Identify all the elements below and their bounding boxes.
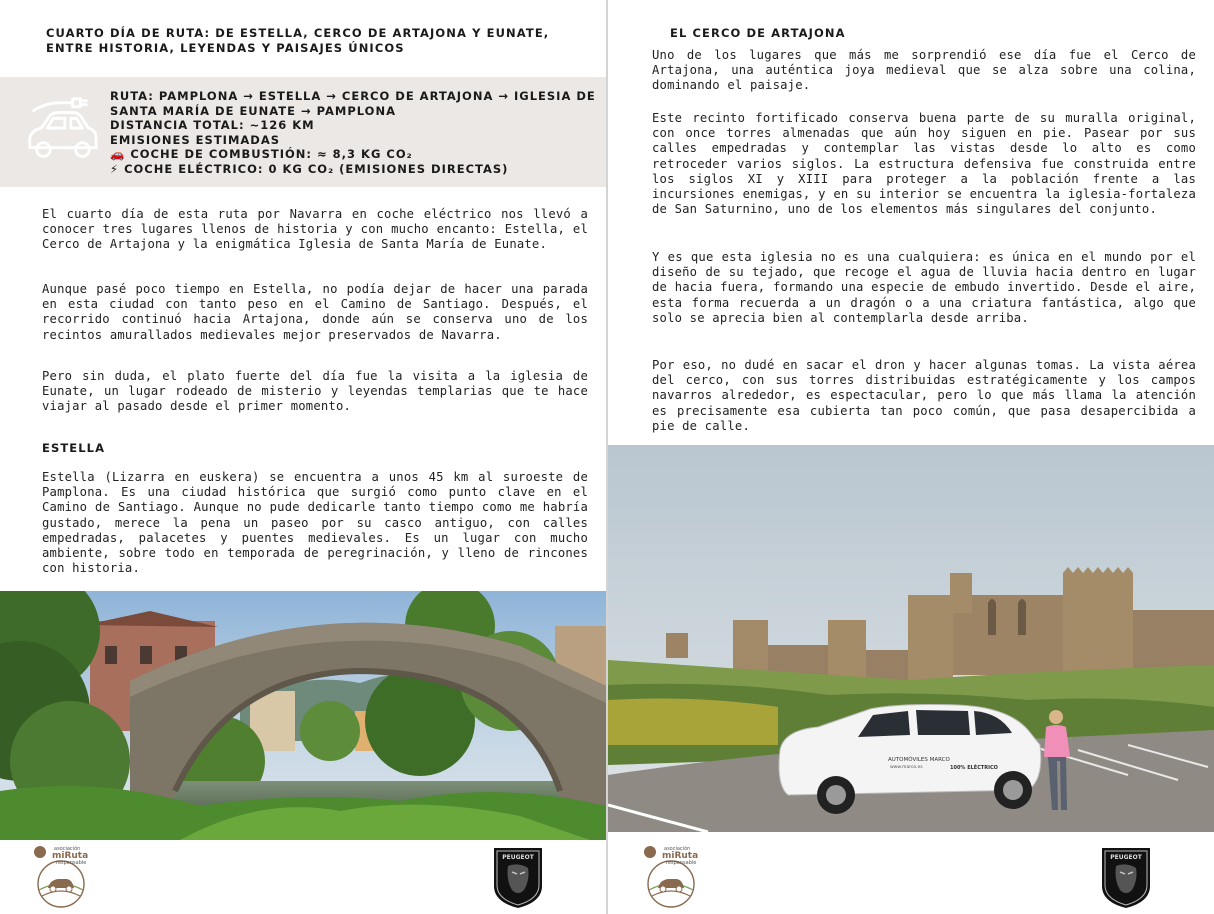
section-heading-estella: ESTELLA — [42, 441, 106, 455]
logo-text-bottom: responsable — [666, 860, 697, 866]
car-door-text: AUTOMÓVILES MARCO — [888, 757, 950, 763]
route-details — [110, 89, 596, 177]
asociacion-miruta-logo — [640, 844, 702, 910]
electric-car-plug-icon — [22, 93, 100, 171]
route-line-2: SANTA MARÍA DE EUNATE → PAMPLONA — [110, 103, 396, 118]
logo-text-top: asociación — [54, 846, 81, 852]
cerco-paragraph: Y es que esta iglesia no es una cualquiera: es única en el mundo por el diseño de su tejado, que recoge el agua de lluvia hacia dentro en lugar de hacia fuera, formando una especie de embudo invertido. Desde el aire, esta forma recuerda a un dragón o a una criatura fantástica, algo que solo se aprecia bien al contemplarla desde arriba. — [652, 250, 1196, 325]
intro-paragraph: Pero sin duda, el plato fuerte del día fue la visita a la iglesia de Eunate, un lugar rodeado de misterio y leyendas templarias que te hace viajar al pasado desde el primer momento. — [42, 369, 588, 414]
right-page — [608, 0, 1214, 914]
logo-text-name: miRuta — [52, 851, 89, 861]
car-door-url: www.marco.es — [890, 765, 923, 770]
peugeot-logo — [1098, 846, 1154, 910]
combustion-emissions: 🚗 COCHE DE COMBUSTIÓN: ≈ 8,3 KG CO₂ — [110, 147, 413, 162]
peugeot-wordmark: PEUGEOT — [502, 854, 534, 861]
cerco-paragraph: Por eso, no dudé en sacar el dron y hacer algunas tomas. La vista aérea del cerco, con sus torres distribuidas estratégicamente y los campos navarros alrededor, es espectacular, pero lo que más llama la atención es precisamente esa cubierta tan poco común, que pasa desapercibida a pie de calle. — [652, 358, 1196, 433]
asociacion-miruta-logo — [30, 844, 92, 910]
cerco-paragraph: Este recinto fortificado conserva buena parte de su muralla original, con once torres almenadas que aún hoy siguen en pie. Pasear por sus calles empedradas y contemplar las vistas desde lo alto es como retroceder varios siglos. La estructura defensiva fue construida entre los siglos XI y XIII para proteger a la población frente a las incursiones enemigas, y en su interior se encuentra la iglesia-fortaleza de San Saturnino, uno de los elementos más singulares del conjunto. — [652, 111, 1196, 217]
cerco-artajona-photo — [608, 445, 1214, 832]
route-info-box — [0, 77, 606, 187]
estella-bridge-photo — [0, 591, 606, 840]
estella-paragraph: Estella (Lizarra en euskera) se encuentra a unos 45 km al suroeste de Pamplona. Es una ciudad histórica que surgió como punto clave en el Camino de Santiago. Aunque no pude dedicarle tanto tiempo como me habría gustado, merece la pena un paseo por su casco antiguo, con calles empedradas, palacetes y puentes medievales. Es un lugar con mucho ambiente, sobre todo en temporada de peregrinación, y lleno de rincones con historia. — [42, 470, 588, 576]
intro-paragraph: El cuarto día de esta ruta por Navarra en coche eléctrico nos llevó a conocer tres lugares llenos de historia y con mucho encanto: Estella, el Cerco de Artajona y la enigmática Iglesia de Santa María de Eunate. — [42, 207, 588, 252]
logo-text-bottom: responsable — [56, 860, 87, 866]
peugeot-logo — [490, 846, 546, 910]
total-distance: DISTANCIA TOTAL: ~126 KM — [110, 118, 315, 133]
logo-text-top: asociación — [664, 846, 691, 852]
cerco-paragraph: Uno de los lugares que más me sorprendió ese día fue el Cerco de Artajona, una auténtica joya medieval que se alza sobre una colina, dominando el paisaje. — [652, 48, 1196, 93]
peugeot-wordmark: PEUGEOT — [1110, 854, 1142, 861]
intro-paragraph: Aunque pasé poco tiempo en Estella, no podía dejar de hacer una parada en esta ciudad con tanto peso en el Camino de Santiago. Después, el recorrido continuó hacia Artajona, donde aún se conserva uno de los recintos amurallados medievales mejor preservados de Navarra. — [42, 282, 588, 342]
emissions-label: EMISIONES ESTIMADAS — [110, 132, 281, 147]
left-page — [0, 0, 606, 914]
electric-emissions: ⚡ COCHE ELÉCTRICO: 0 KG CO₂ (EMISIONES DIRECTAS) — [110, 161, 509, 176]
page-title: CUARTO DÍA DE RUTA: DE ESTELLA, CERCO DE ARTAJONA Y EUNATE, ENTRE HISTORIA, LEYENDAS Y PAISAJES ÚNICOS — [46, 26, 550, 55]
route-line-1: RUTA: PAMPLONA → ESTELLA → CERCO DE ARTAJONA → IGLESIA DE — [110, 89, 596, 103]
logo-text-name: miRuta — [662, 851, 699, 861]
car-side-text: 100% ELÉCTRICO — [950, 765, 998, 771]
section-heading-cerco: EL CERCO DE ARTAJONA — [670, 26, 846, 40]
